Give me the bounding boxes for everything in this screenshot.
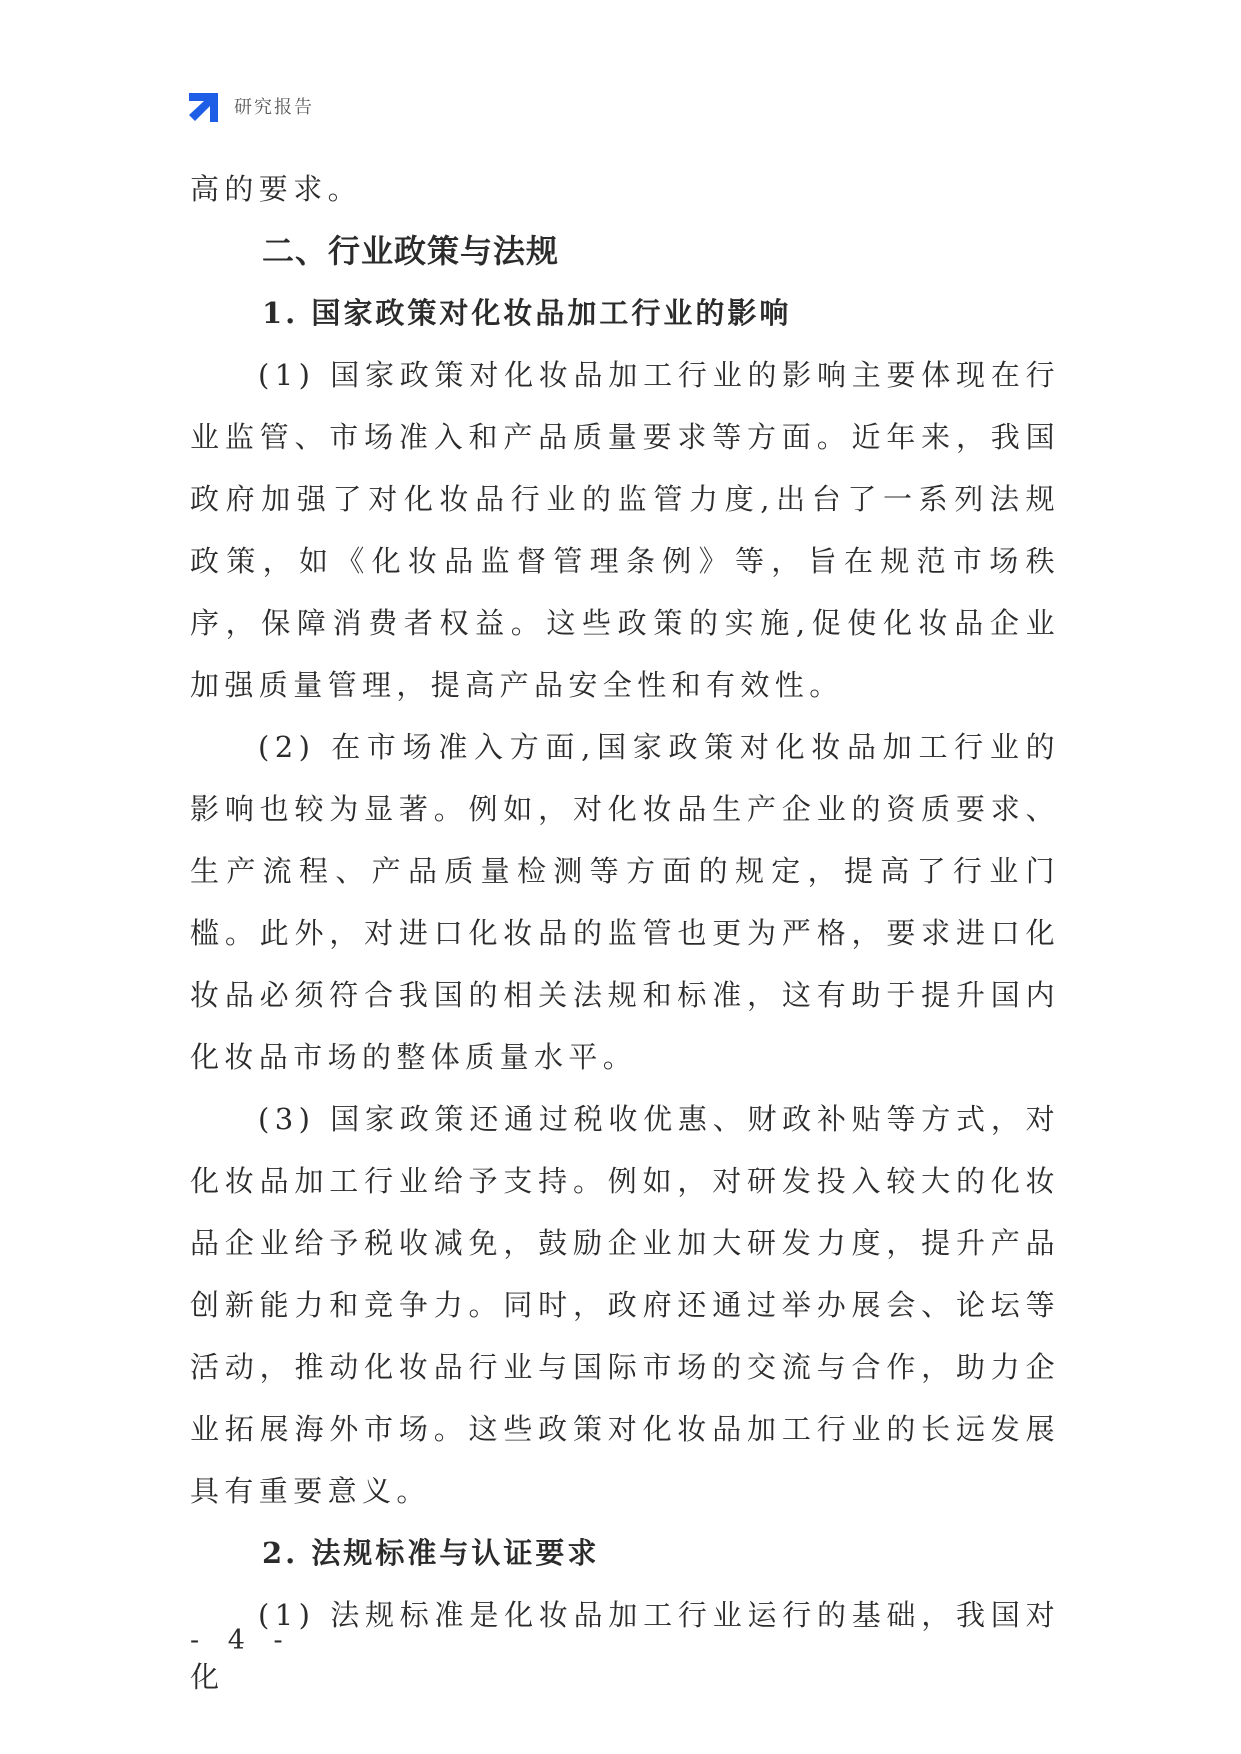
- page-number: - 4 -: [190, 1625, 293, 1656]
- paragraph-4: (1) 法规标准是化妆品加工行业运行的基础，我国对化: [190, 1598, 1060, 1694]
- paragraph-2: (2) 在市场准入方面,国家政策对化妆品加工行业的影响也较为显著。例如，对化妆品生产企业的资质要求、生产流程、产品质量检测等方面的规定，提高了行业门槛。此外，对进口化妆品的监管也更为严格，要求进口化妆品必须符合我国的相关法规和标准，这有助于提升国内化妆品市场的整体质量水平。: [190, 730, 1060, 1074]
- page-header: [188, 89, 314, 123]
- arrow-up-right-icon: [188, 89, 222, 123]
- subsection-heading-1: 1. 国家政策对化妆品加工行业的影响: [262, 296, 792, 330]
- subsection-heading-2: 2. 法规标准与认证要求: [262, 1536, 600, 1570]
- section-heading: 二、行业政策与法规: [262, 232, 560, 270]
- document-body: [190, 158, 1060, 1708]
- paragraph-1: (1) 国家政策对化妆品加工行业的影响主要体现在行业监管、市场准入和产品质量要求等方面。近年来，我国政府加强了对化妆品行业的监管力度,出台了一系列法规政策，如《化妆品监督管理条例》等，旨在规范市场秩序，保障消费者权益。这些政策的实施,促使化妆品企业加强质量管理，提高产品安全性和有效性。: [190, 358, 1060, 702]
- header-title: 研究报告: [234, 97, 314, 118]
- paragraph-3: (3) 国家政策还通过税收优惠、财政补贴等方式，对化妆品加工行业给予支持。例如，对研发投入较大的化妆品企业给予税收减免，鼓励企业加大研发力度，提升产品创新能力和竞争力。同时，政府还通过举办展会、论坛等活动，推动化妆品行业与国际市场的交流与合作，助力企业拓展海外市场。这些政策对化妆品加工行业的长远发展具有重要意义。: [190, 1102, 1060, 1508]
- continuation-text: 高的要求。: [190, 172, 363, 206]
